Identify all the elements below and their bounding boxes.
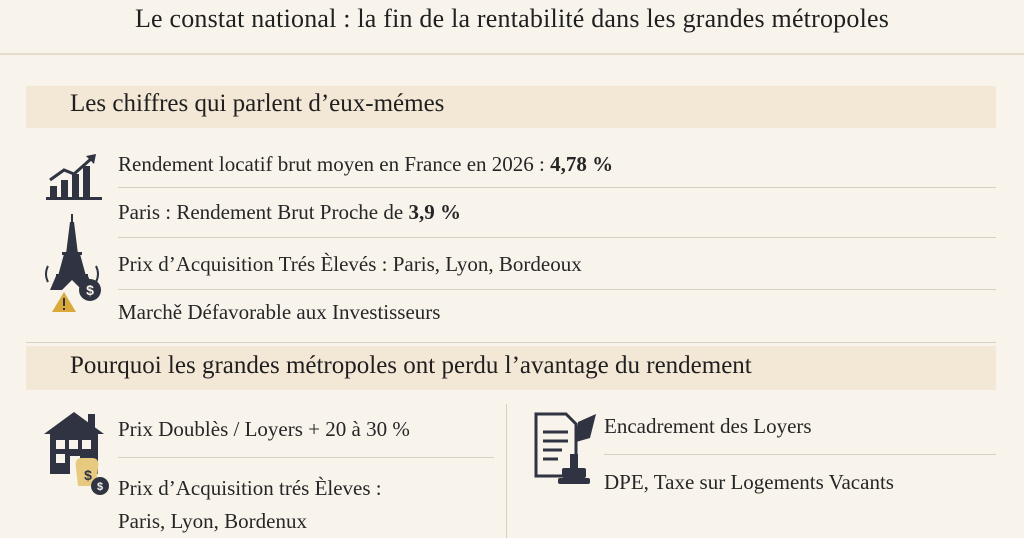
section-heading-band xyxy=(26,346,996,390)
section-heading-band xyxy=(26,86,996,128)
row-divider xyxy=(118,187,996,188)
document-stamp-icon xyxy=(532,410,602,490)
reason-right-2: DPE, Taxe sur Logements Vacants xyxy=(604,470,894,494)
section-heading: Les chiffres qui parlent d’eux-mémes xyxy=(70,90,445,117)
row-divider xyxy=(118,237,996,238)
svg-text:$: $ xyxy=(96,481,104,493)
reason-right-1: Encadrement des Loyers xyxy=(604,414,812,438)
stat-line-2 xyxy=(118,200,461,225)
row-divider xyxy=(118,289,996,290)
page-title: Le constat national : la fin de la rentabilité dans les grandes métropoles xyxy=(134,4,890,33)
chart-growth-icon xyxy=(46,154,102,200)
svg-text:$: $ xyxy=(86,282,94,298)
stat-value: 4,78 % xyxy=(550,152,614,176)
column-divider xyxy=(506,404,507,538)
reason-left-2: Prix d’Acquisition trés Èleves : xyxy=(118,476,382,500)
eiffel-tower-icon xyxy=(44,214,108,314)
stat-label: Rendement locatif brut moyen en France en 2026 : xyxy=(118,152,551,176)
stat-line-1 xyxy=(118,152,613,177)
section-divider xyxy=(26,342,996,343)
row-divider xyxy=(118,457,494,458)
stat-line-4: Marchě Défavorable aux Investisseurs xyxy=(118,300,441,324)
title-divider xyxy=(0,53,1024,55)
section-heading: Pourquoi les grandes métropoles ont perdu l’avantage du rendement xyxy=(70,352,752,379)
stat-label: Paris : Rendement Brut Proche de xyxy=(118,200,409,224)
stat-value: 3,9 % xyxy=(408,200,461,224)
house-icon xyxy=(44,410,114,496)
stat-line-3: Prix d’Acquisition Trés Èlevés : Paris, Lyon, Bordeoux xyxy=(118,252,582,276)
reason-left-1: Prix Doublès / Loyers + 20 à 30 % xyxy=(118,417,410,441)
svg-text:$: $ xyxy=(84,467,92,483)
row-divider xyxy=(604,454,996,455)
reason-left-3: Paris, Lyon, Bordenux xyxy=(118,509,307,533)
